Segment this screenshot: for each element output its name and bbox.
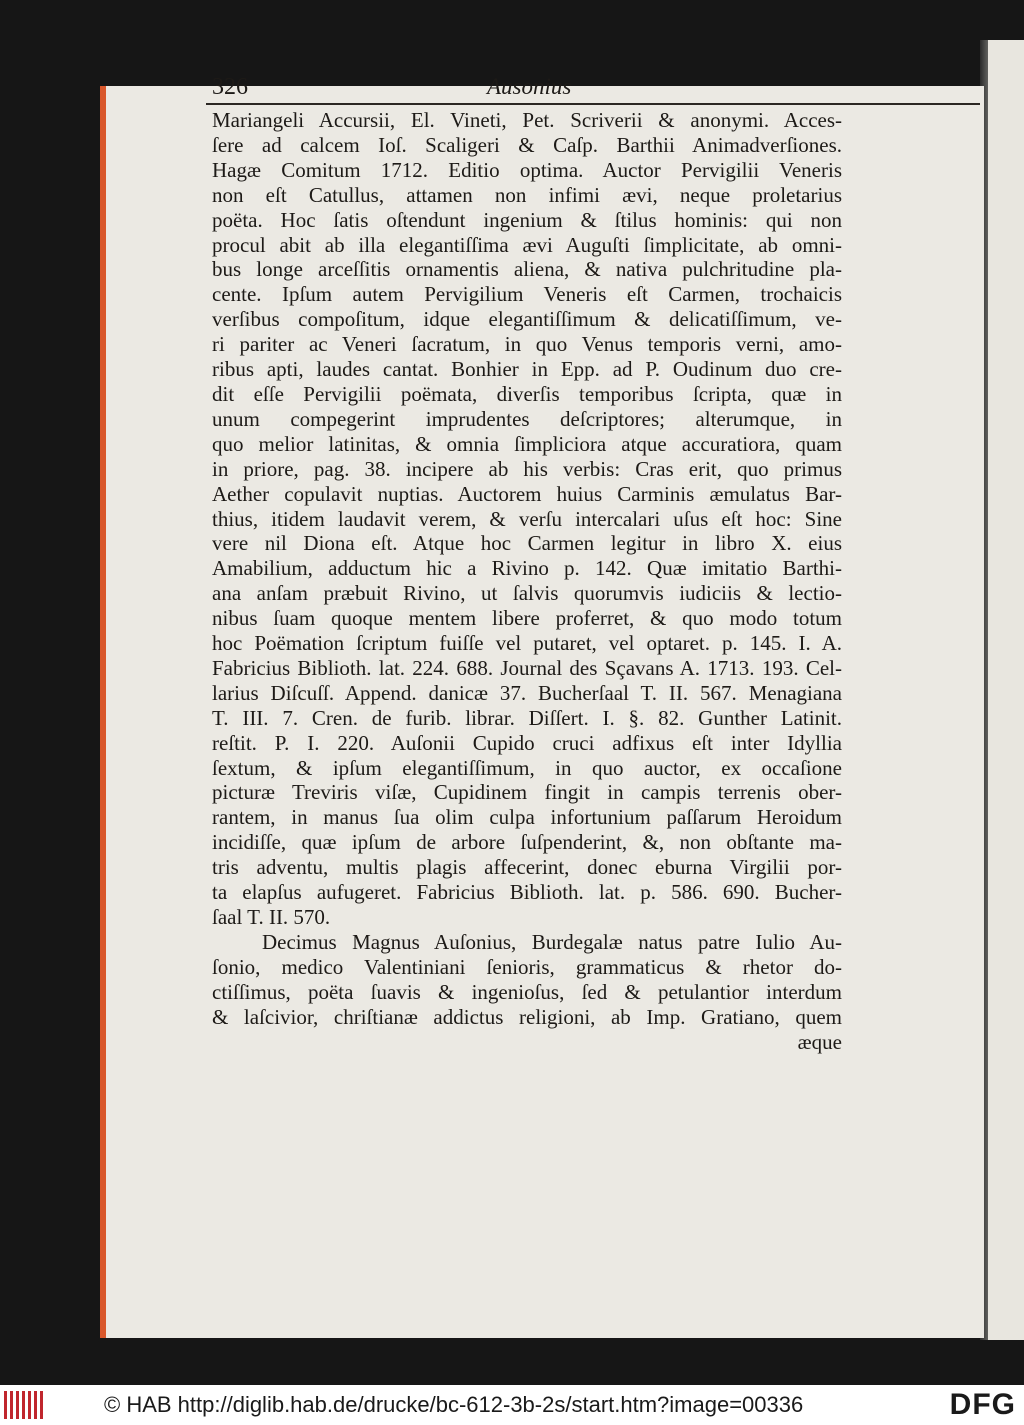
hab-logo-icon — [4, 1391, 44, 1419]
text-line: verſibus compoſitum, idque elegantiſſimum & delicatiſſimum, ve- — [212, 307, 842, 332]
body-text — [212, 108, 842, 1054]
text-line: Decimus Magnus Auſonius, Burdegalæ natus patre Iulio Au- — [262, 929, 842, 954]
text-line: cente. Ipſum autem Pervigilium Veneris eſt Carmen, trochaicis — [212, 282, 842, 307]
header-rule — [206, 103, 980, 105]
text-line: thius, itidem laudavit verem, & verſu intercalari uſus eſt hoc: Sine — [212, 506, 842, 531]
dfg-logo: DFG — [949, 1388, 1016, 1421]
text-line: hoc Poëmation ſcriptum fuiſſe vel putaret, vel optaret. p. 145. I. A. — [212, 631, 842, 656]
text-line: ana anſam præbuit Rivino, ut ſalvis quorumvis iudiciis & lectio- — [212, 581, 842, 606]
text-line: nibus ſuam quoque mentem libere proferret, & quo modo totum — [212, 606, 842, 631]
text-line: ri pariter ac Veneri ſacratum, in quo Venus temporis verni, amo- — [212, 332, 842, 357]
text-line: ribus apti, laudes cantat. Bonhier in Epp. ad P. Oudinum duo cre- — [212, 357, 842, 382]
text-line: unum compegerint imprudentes deſcriptores; alterumque, in — [212, 406, 842, 431]
text-line: rantem, in manus ſua olim culpa infortunium paſſarum Heroidum — [212, 805, 842, 830]
text-line: Hagæ Comitum 1712. Editio optima. Auctor Pervigilii Veneris — [212, 157, 842, 182]
text-line: incidiſſe, quæ ipſum de arbore ſuſpenderint, &, non obſtante ma- — [212, 830, 842, 855]
page-header — [206, 74, 982, 106]
text-line: reſtit. P. I. 220. Auſonii Cupido cruci adfixus eſt inter Idyllia — [212, 730, 842, 755]
text-line: ſaal T. II. 570. — [212, 905, 331, 929]
text-line: poëta. Hoc ſatis oſtendunt ingenium & ſtilus hominis: qui non — [212, 207, 842, 232]
text-line: ta elapſus aufugeret. Fabricius Biblioth. lat. p. 586. 690. Bucher- — [212, 880, 842, 905]
text-line: picturæ Treviris viſæ, Cupidinem fingit in campis terrenis ober- — [212, 780, 842, 805]
text-line: Mariangeli Accursii, El. Vineti, Pet. Scriverii & anonymi. Acces- — [212, 108, 842, 132]
page-number: 326 — [212, 74, 248, 100]
text-line: Fabricius Biblioth. lat. 224. 688. Journal des Sçavans A. 1713. 193. Cel- — [212, 655, 842, 680]
text-line: larius Diſcuſſ. Append. danicæ 37. Bucherſaal T. II. 567. Menagiana — [212, 680, 842, 705]
text-line: dit eſſe Pervigilii poëmata, diverſis temporibus ſcripta, quæ in — [212, 381, 842, 406]
text-line: Aether copulavit nuptias. Auctorem huius Carminis æmulatus Bar- — [212, 481, 842, 506]
paragraph-2 — [212, 930, 842, 1030]
text-line: bus longe arceſſitis ornamentis aliena, & nativa pulchritudine pla- — [212, 257, 842, 282]
copyright-link[interactable]: © HAB http://diglib.hab.de/drucke/bc-612-3b-2s/start.htm?image=00336 — [104, 1392, 804, 1417]
text-line: & laſcivior, chriſtianæ addictus religioni, ab Imp. Gratiano, quem — [212, 1004, 842, 1029]
text-line: in priore, pag. 38. incipere ab his verbis: Cras erit, quo primus — [212, 456, 842, 481]
text-line: procul abit ab illa elegantiſſima ævi Auguſti ſimplicitate, ab omni- — [212, 232, 842, 257]
paragraph-1 — [212, 108, 842, 930]
text-line: non eſt Catullus, attamen non infimi ævi, neque proletarius — [212, 182, 842, 207]
running-head: Ausonius — [487, 74, 572, 99]
text-line: ſextum, & ipſum elegantiſſimum, in quo auctor, ex occaſione — [212, 755, 842, 780]
text-line: tris adventu, multis plagis affecerint, donec eburna Virgilii por- — [212, 855, 842, 880]
catchword: æque — [797, 1029, 842, 1054]
text-line: ſonio, medico Valentiniani ſenioris, grammaticus & rhetor do- — [212, 954, 842, 979]
viewer-footer — [0, 1385, 1024, 1425]
text-line: ctiſſimus, poëta ſuavis & ingenioſus, ſed & petulantior interdum — [212, 979, 842, 1004]
text-line: ſere ad calcem Ioſ. Scaligeri & Caſp. Barthii Animadverſiones. — [212, 132, 842, 157]
text-line: quo melior latinitas, & omnia ſimpliciora atque accuratiora, quam — [212, 431, 842, 456]
text-line: vere nil Diona eſt. Atque hoc Carmen legitur in libro X. eius — [212, 531, 842, 556]
text-line: T. III. 7. Cren. de furib. librar. Diſſert. I. §. 82. Gunther Latinit. — [212, 705, 842, 730]
text-line: Amabilium, adductum hic a Rivino p. 142. Quæ imitatio Barthi- — [212, 556, 842, 581]
facing-page-edge — [988, 40, 1024, 1340]
